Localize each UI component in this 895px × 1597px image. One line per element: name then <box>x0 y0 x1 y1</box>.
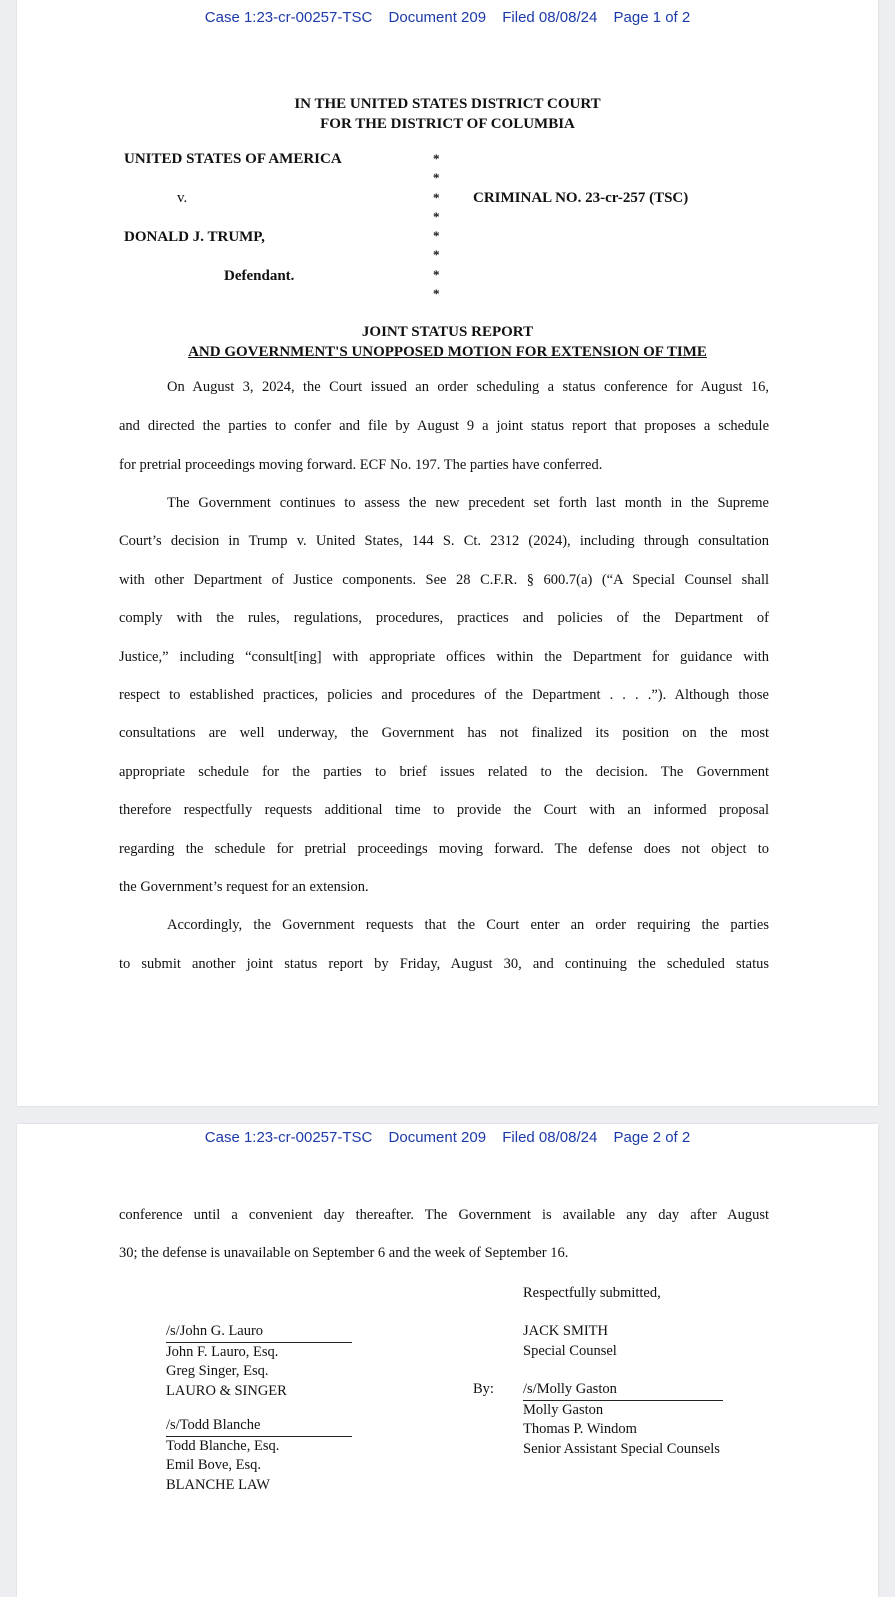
body-line: appropriate schedule for the parties to brief issues related to the decision. The Government <box>119 764 769 780</box>
body-line: 30; the defense is unavailable on September 6 and the week of September 16. <box>119 1245 569 1261</box>
filed-date: Filed 08/08/24 <box>502 9 598 26</box>
document-number: Document 209 <box>388 9 487 26</box>
body-line: Justice,” including “consult[ing] with appropriate offices within the Department for guidance with <box>119 649 769 665</box>
case-number: Case 1:23-cr-00257-TSC <box>204 9 373 26</box>
body-line: therefore respectfully requests additional time to provide the Court with an informed proposal <box>119 802 769 818</box>
case-number: Case 1:23-cr-00257-TSC <box>204 1129 373 1146</box>
defense-signature-block-lauro: /s/John G. Lauro John F. Lauro, Esq. Greg Singer, Esq. LAURO & SINGER <box>166 1322 352 1401</box>
defense-signature-block-blanche: /s/Todd Blanche Todd Blanche, Esq. Emil Bove, Esq. BLANCHE LAW <box>166 1416 352 1495</box>
body-line: consultations are well underway, the Government has not finalized its position on the most <box>119 725 769 741</box>
caption-versus: v. <box>177 190 188 206</box>
body-line: Court’s decision in Trump v. United States, 144 S. Ct. 2312 (2024), including through consultation <box>119 533 769 549</box>
ecf-header <box>17 1129 878 1146</box>
body-line: and directed the parties to confer and file by August 9 a joint status report that proposes a schedule <box>119 418 769 434</box>
body-line: The Government continues to assess the new precedent set forth last month in the Supreme <box>167 495 769 511</box>
signature-line: /s/Molly Gaston <box>523 1380 723 1401</box>
closing: Respectfully submitted, <box>523 1285 661 1301</box>
page-number: Page 1 of 2 <box>613 9 691 26</box>
filed-date: Filed 08/08/24 <box>502 1129 598 1146</box>
body-line: comply with the rules, regulations, procedures, practices and policies of the Department of <box>119 610 769 626</box>
document-number: Document 209 <box>388 1129 487 1146</box>
caption-defendant-role: Defendant. <box>224 268 295 284</box>
body-line: regarding the schedule for pretrial proceedings moving forward. The defense does not object to <box>119 841 769 857</box>
body-line: Accordingly, the Government requests that the Court enter an order requiring the parties <box>167 917 769 933</box>
by-label: By: <box>473 1381 494 1397</box>
document-page-1: Case 1:23-cr-00257-TSC Document 209 Filed 08/08/24 Page 1 of 2 IN THE UNITED STATES DISTRICT COURT FOR THE DISTRICT OF COLUMBIA UNITED STATES OF AMERICA v. DONALD J. TRUMP, Defendant. CRIMINAL NO. 23-cr-257 (TSC) * * * * * * * * JOINT STATUS REPORT AND GOVERNMENT'S UNOPPOSED MOTION FOR EXTENSION OF TIME On August 3, 2024, the Court issued an order scheduling a status conference for August 16, and directed the parties to confer and file by August 9 a joint status report that proposes a schedule for pretrial proceedings moving forward. ECF No. 197. The parties have conferred. The Government continues to assess the new precedent set forth last month in the Supreme Court’s decision in Trump v. United States, 144 S. Ct. 2312 (2024), including through consultation with other Department of Justice components. See 28 C.F.R. § 600.7(a) (“A Special Counsel shall comply with the rules, regulations, procedures, practices and policies of the Department of Justice,” including “consult[ing] with appropriate offices within the Department for guidance with respect to established practices, policies and procedures of the Department . . . .”). Although those consultations are well underway, the Government has not finalized its position on the most appropriate schedule for the parties to brief issues related to the decision. The Government therefore respectfully requests additional time to provide the Court with an informed proposal regarding the schedule for pretrial proceedings moving forward. The defense does not object to the Government’s request for an extension. Accordingly, the Government requests that the Court enter an order requiring the parties to submit another joint status report by Friday, August 30, and continuing the scheduled status <box>17 0 878 1106</box>
document-page-2 <box>17 1124 878 1597</box>
body-line: conference until a convenient day thereafter. The Government is available any day after August <box>119 1207 769 1223</box>
signature-line: /s/Todd Blanche <box>166 1416 352 1437</box>
body-line: with other Department of Justice components. See 28 C.F.R. § 600.7(a) (“A Special Counsel shall <box>119 572 769 588</box>
court-name: IN THE UNITED STATES DISTRICT COURT FOR THE DISTRICT OF COLUMBIA <box>294 96 601 132</box>
government-signers: /s/Molly Gaston Molly Gaston Thomas P. Windom Senior Assistant Special Counsels <box>523 1380 723 1459</box>
caption-plaintiff: UNITED STATES OF AMERICA <box>124 151 342 167</box>
caption-defendant: DONALD J. TRUMP, <box>124 229 265 245</box>
signature-line: /s/John G. Lauro <box>166 1322 352 1343</box>
body-line: respect to established practices, policies and procedures of the Department . . . .”). Although those <box>119 687 769 703</box>
document-title: JOINT STATUS REPORT AND GOVERNMENT'S UNOPPOSED MOTION FOR EXTENSION OF TIME <box>188 324 707 360</box>
body-line: for pretrial proceedings moving forward. ECF No. 197. The parties have conferred. <box>119 457 603 473</box>
government-signature-block: JACK SMITH Special Counsel <box>523 1323 617 1359</box>
body-line: to submit another joint status report by Friday, August 30, and continuing the scheduled status <box>119 956 769 972</box>
criminal-number: CRIMINAL NO. 23-cr-257 (TSC) <box>473 190 689 206</box>
page-number: Page 2 of 2 <box>613 1129 691 1146</box>
ecf-header <box>17 9 878 26</box>
body-line: On August 3, 2024, the Court issued an order scheduling a status conference for August 16, <box>167 379 769 395</box>
body-line: the Government’s request for an extension. <box>119 879 369 895</box>
